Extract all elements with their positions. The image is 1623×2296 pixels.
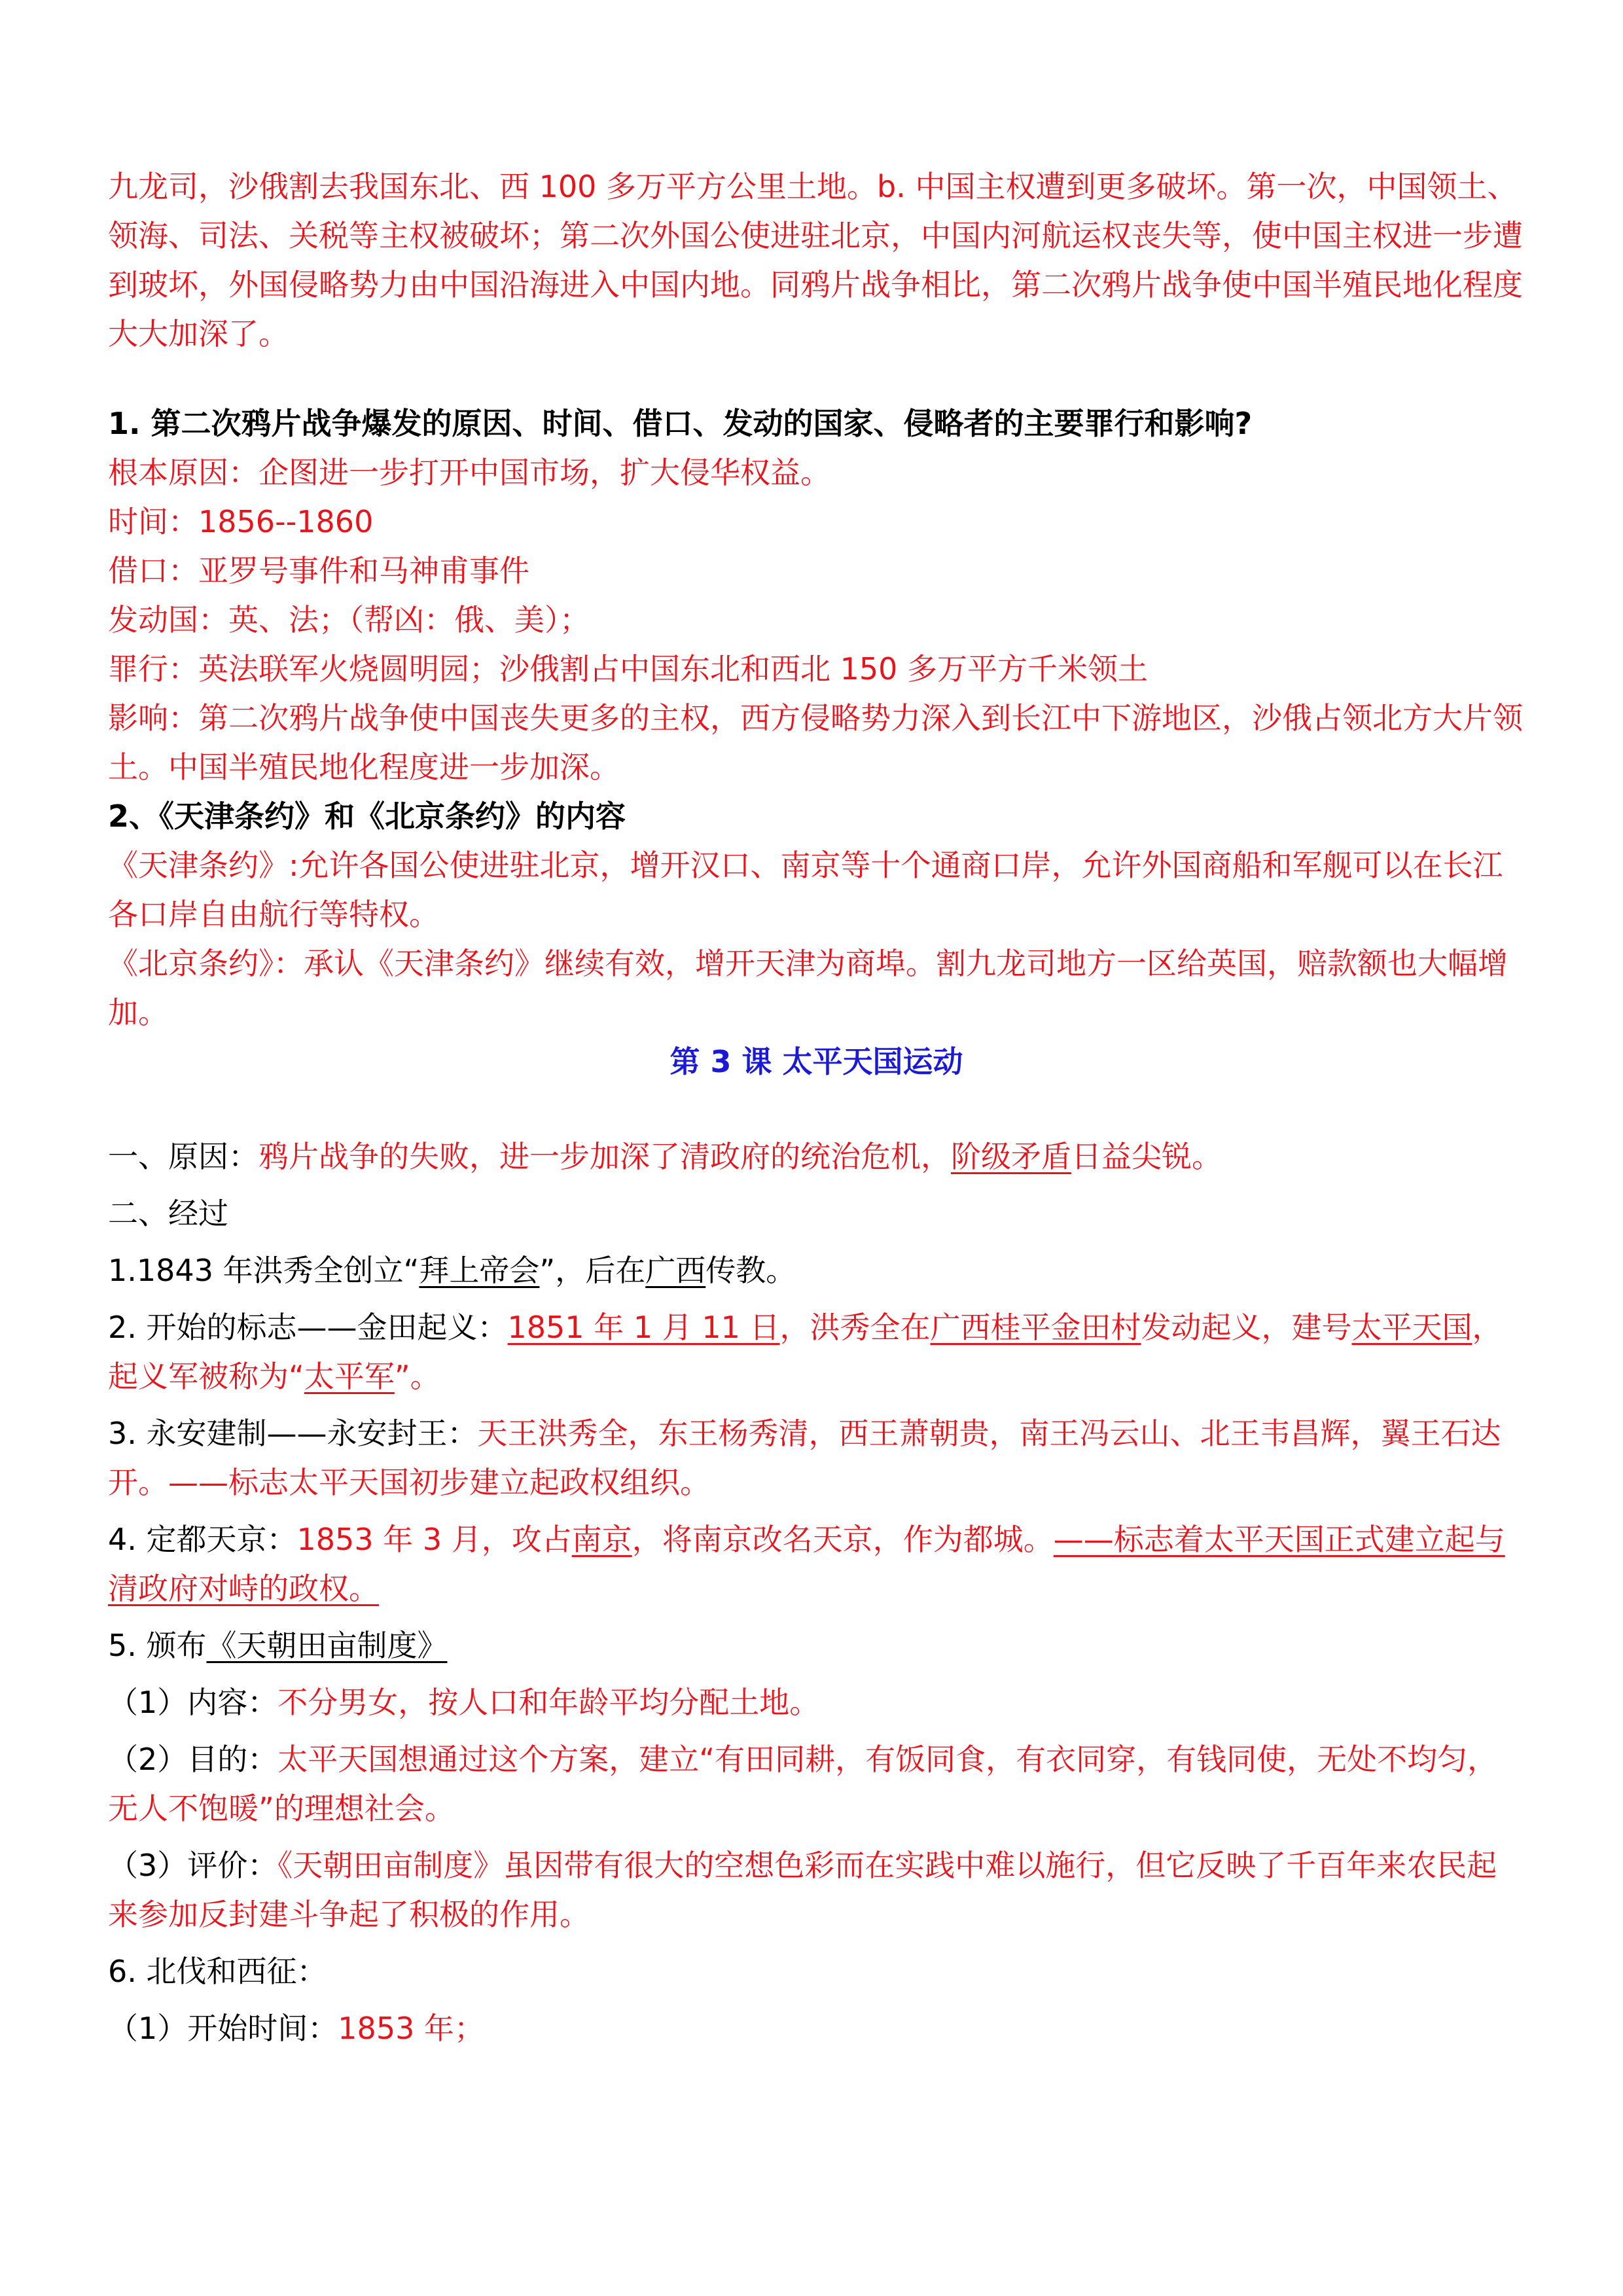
q2-tianjin: 《天津条约》:允许各国公使进驻北京，增开汉口、南京等十个通商口岸，允许外国商船和军舰可以在长江各口岸自由航行等特权。	[108, 848, 1503, 932]
item-5-label: 5. 颁布	[108, 1628, 207, 1663]
spacer	[108, 359, 1525, 399]
spacer	[108, 1086, 1525, 1124]
item-1-text: 传教。	[705, 1253, 796, 1288]
item-1-underlined: 广西	[645, 1253, 706, 1288]
item-6-start-text: 1853 年；	[338, 2011, 484, 2046]
cause-label: 一、原因：	[108, 1139, 259, 1174]
q2-beijing: 《北京条约》：承认《天津条约》继续有效，增开天津为商埠。割九龙司地方一区给英国，赔款额也大幅增加。	[108, 946, 1508, 1030]
q1-title: 1. 第二次鸦片战争爆发的原因、时间、借口、发动的国家、侵略者的主要罪行和影响?	[108, 406, 1253, 441]
item-3	[108, 1409, 1525, 1507]
item-5-eval-label: （3）评价：	[108, 1848, 278, 1883]
item-6-start	[108, 2004, 1525, 2053]
cause-text: 鸦片战争的失败，进一步加深了清政府的统治危机，	[259, 1139, 951, 1174]
item-2-text: ，起义军被称为“	[108, 1310, 1503, 1394]
item-5-content	[108, 1678, 1525, 1727]
item-3-text: 天王洪秀全，东王杨秀清，西王萧朝贵，南王冯云山、北王韦昌辉，翼王石达开。——标志太平天国初步建立起政权组织。	[108, 1416, 1501, 1500]
cause-underlined: 阶级矛盾	[951, 1139, 1071, 1174]
q1-cause: 根本原因：企图进一步打开中国市场，扩大侵华权益。	[108, 455, 830, 490]
item-2-text: ”。	[394, 1359, 440, 1394]
item-2-text: ，洪秀全在	[779, 1310, 931, 1345]
item-4-label: 4. 定都天京：	[108, 1522, 297, 1557]
q1-pretext: 借口：亚罗号事件和马神甫事件	[108, 553, 529, 588]
intro-paragraph: 九龙司，沙俄割去我国东北、西 100 多万平方公里土地。b. 中国主权遭到更多破坏。第一次，中国领土、领海、司法、关税等主权被破坏；第二次外国公使进驻北京，中国内河航运权丧失等，使中国主权进一步遭到玻坏，外国侵略势力由中国沿海进入中国内地。同鸦片战争相比，第二次鸦片战争使中国半殖民地化程度大大加深了。	[108, 169, 1523, 351]
item-5-content-label: （1）内容：	[108, 1685, 278, 1720]
process-heading: 二、经过	[108, 1196, 228, 1231]
item-3-label: 3. 永安建制——永安封王：	[108, 1416, 478, 1451]
q1-time: 时间：1856--1860	[108, 504, 374, 539]
item-1-text: ”，后在	[539, 1253, 646, 1288]
item-4-underlined: ——标志着太平天国正式建立起与清政府对峙的政权。	[108, 1522, 1505, 1606]
item-5	[108, 1621, 1525, 1670]
item-2-text: 发动起义，建号	[1141, 1310, 1352, 1345]
q2-title: 2、《天津条约》和《北京条约》的内容	[108, 798, 626, 834]
item-4-underlined: 南京	[571, 1522, 632, 1557]
item-5-goal	[108, 1735, 1525, 1833]
item-6: 6. 北伐和西征：	[108, 1954, 327, 1989]
item-5-underlined: 《天朝田亩制度》	[206, 1628, 448, 1663]
lesson-title: 第 3 课 太平天国运动	[669, 1044, 963, 1079]
item-2-underlined: 广西桂平金田村	[930, 1310, 1141, 1345]
item-5-content-text: 不分男女，按人口和年龄平均分配土地。	[277, 1685, 820, 1720]
item-1	[108, 1246, 1525, 1295]
cause-text-end: 日益尖锐。	[1071, 1139, 1222, 1174]
item-2-underlined: 太平军	[304, 1359, 395, 1394]
document-page	[108, 162, 1525, 2053]
item-1-text: 1.1843 年洪秀全创立“	[108, 1253, 419, 1288]
item-2-label: 2. 开始的标志——金田起义：	[108, 1310, 508, 1345]
item-5-eval-text: 《天朝田亩制度》虽因带有很大的空想色彩而在实践中难以施行，但它反映了千百年来农民起来参加反封建斗争起了积极的作用。	[108, 1848, 1497, 1932]
item-6-start-label: （1）开始时间：	[108, 2011, 338, 2046]
item-5-goal-label: （2）目的：	[108, 1742, 278, 1777]
item-4-text: ，将南京改名天京，作为都城。	[632, 1522, 1054, 1557]
item-4-text: 1853 年 3 月，攻占	[296, 1522, 572, 1557]
item-2-underlined: 1851 年 1 月 11 日	[507, 1310, 780, 1345]
item-1-underlined: 拜上帝会	[419, 1253, 540, 1288]
item-2	[108, 1303, 1525, 1401]
cause-section	[108, 1132, 1525, 1181]
q1-countries: 发动国：英、法；（帮凶：俄、美）；	[108, 602, 590, 637]
item-2-underlined: 太平天国	[1351, 1310, 1472, 1345]
item-5-eval	[108, 1841, 1525, 1939]
q1-crimes: 罪行：英法联军火烧圆明园；沙俄割占中国东北和西北 150 多万平方千米领土	[108, 651, 1149, 687]
item-4	[108, 1515, 1525, 1613]
item-5-goal-text: 太平天国想通过这个方案，建立“有田同耕，有饭同食，有衣同穿，有钱同使，无处不均匀，无人不饱暖”的理想社会。	[108, 1742, 1498, 1826]
q1-impact: 影响：第二次鸦片战争使中国丧失更多的主权，西方侵略势力深入到长江中下游地区，沙俄占领北方大片领土。中国半殖民地化程度进一步加深。	[108, 700, 1523, 785]
